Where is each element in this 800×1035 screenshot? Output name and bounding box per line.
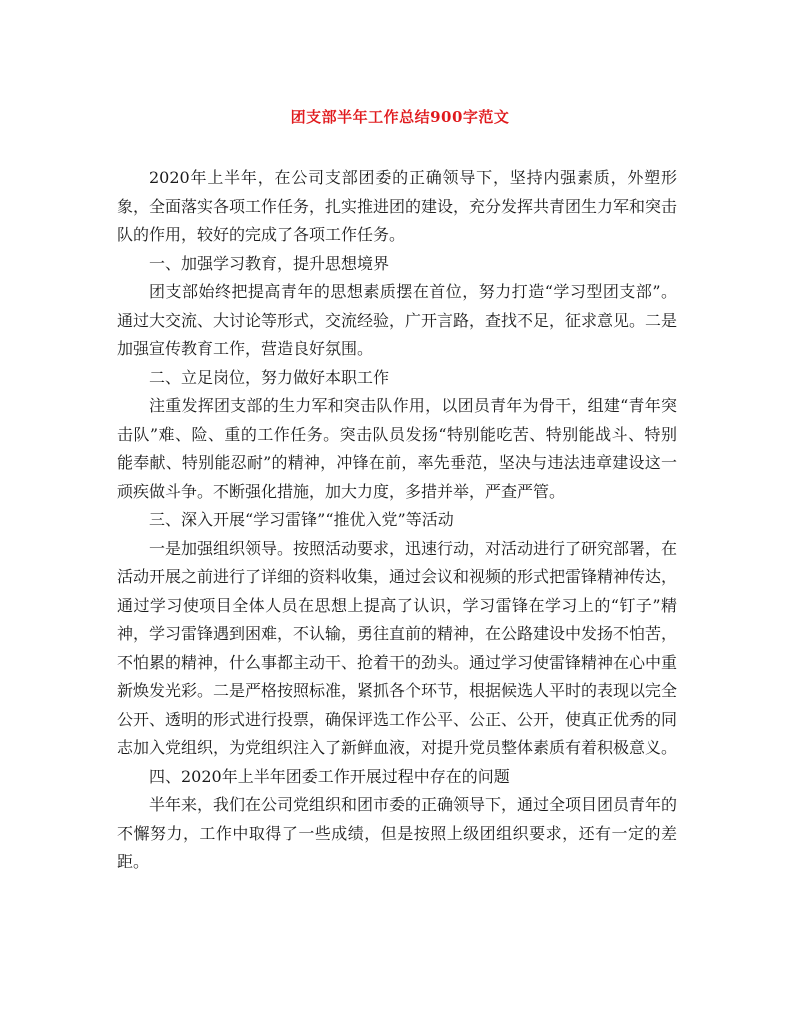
section-heading-1: 一、加强学习教育，提升思想境界	[149, 253, 390, 273]
section-3-paragraph: 一是加强组织领导。按照活动要求，迅速行动，对活动进行了研究部署，在活动开展之前进行了详细的资料收集，通过会议和视频的形式把雷锋精神传达，通过学习使项目全体人员在思想上提高了认识，学习雷锋在学习上的“钉子”精神，学习雷锋遇到困难，不认输，勇往直前的精神，在公路建设中发扬不怕苦，不怕累的精神，什么事都主动干、抢着干的劲头。通过学习使雷锋精神在心中重新焕发光彩。二是严格按照标准，紧抓各个环节，根据候选人平时的表现以完全公开、透明的形式进行投票，确保评选工作公平、公正、公开，使真正优秀的同志加入党组织，为党组织注入了新鲜血液，对提升党员整体素质有着积极意义。	[117, 538, 678, 757]
document-body	[117, 164, 677, 877]
document-title: 团支部半年工作总结900字范文	[290, 108, 510, 126]
section-heading-4: 四、2020年上半年团委工作开展过程中存在的问题	[149, 766, 510, 786]
intro-paragraph: 2020年上半年，在公司支部团委的正确领导下，坚持内强素质，外塑形象，全面落实各项工作任务，扎实推进团的建设，充分发挥共青团生力军和突击队的作用，较好的完成了各项工作任务。	[117, 168, 678, 244]
section-heading-2: 二、立足岗位，努力做好本职工作	[149, 367, 390, 387]
section-heading-3: 三、深入开展“学习雷锋”“推优入党”等活动	[149, 510, 454, 529]
section-2-paragraph: 注重发挥团支部的生力军和突击队作用，以团员青年为骨干，组建“青年突击队”难、险、重的工作任务。突击队员发扬“特别能吃苦、特别能战斗、特别能奉献、特别能忍耐”的精神，冲锋在前，率先垂范，坚决与违法违章建设这一顽疾做斗争。不断强化措施，加大力度，多措并举，严查严管。	[117, 396, 677, 501]
section-1-paragraph: 团支部始终把提高青年的思想素质摆在首位，努力打造“学习型团支部”。通过大交流、大讨论等形式，交流经验，广开言路，查找不足，征求意见。二是加强宣传教育工作，营造良好氛围。	[117, 282, 678, 358]
section-4-paragraph: 半年来，我们在公司党组织和团市委的正确领导下，通过全项目团员青年的不懈努力，工作中取得了一些成绩，但是按照上级团组织要求，还有一定的差距。	[117, 795, 678, 871]
